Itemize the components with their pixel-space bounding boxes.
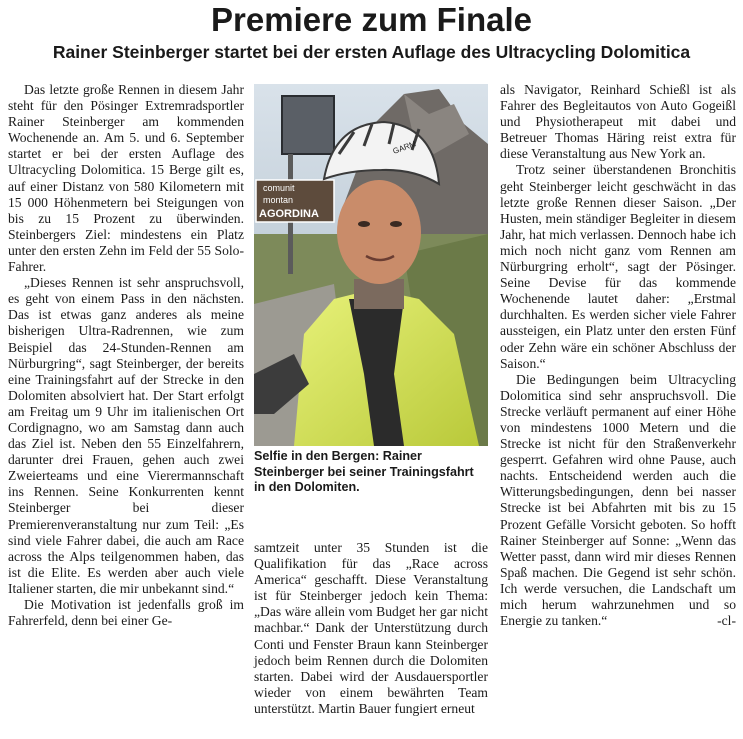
place-sign-text-3: AGORDINA <box>259 208 319 220</box>
column1-paragraph: „Dieses Rennen ist sehr anspruchsvoll, es geht von einem Pass in den nächsten. Das ist etwas ganz anderes als meine bisherigen Ultra-Radrennen, wie zum Beispiel das 24-Stunden-Rennen am Nürburgring“, sagt Steinberger, der bereits eine Trainingsfahrt auf der Strecke in den Dolomiten absolviert hat. Der Start erfolgt am Freitag um 9 Uhr im italienischen Ort Cordignagno, wo am Samstag dann auch das Ziel ist. Neben den 55 Einzelfahrern, darunter drei Frauen, gehen auch zwei Zweierteams und eine Vierermannschaft ins Rennen. Seine Konkurrenten kennt Steinberger bei dieser Premierenveranstaltung nur zum Teil: „Es sind viele Fahrer dabei, die auch am Race across the Alps teilgenommen haben, das ist die Elite. Es werden aber auch viele Italiener starten, die mir unbekannt sind.“ <box>8 275 244 596</box>
column3-paragraph: Trotz seiner überstandenen Bronchitis geht Steinberger leicht geschwächt in das letzte große Rennen dieser Saison. „Der Husten, mein ständiger Begleiter in diesem Jahr, hat mich verlassen. Dennoch habe ich mich noch nicht ganz vom Rennen am Nürburgring erholt“, sagt der Pösinger. Seine Devise für das kommende Wochenende lautet daher: „Erstmal durchhalten. Es werden sicher viele Fahrer aussteigen, ein Platz unter den ersten Fünf oder Zehn wäre ein schöner Abschluss der Saison.“ <box>500 162 736 371</box>
column1-paragraph: Das letzte große Rennen in diesem Jahr steht für den Pösinger Extremradsportler Rainer Steinberger am kommenden Wochenende an. Am 5. und 6. September startet er bei der ersten Auflage des Ultracycling Dolomitica. 15 Berge gilt es, auf einer Distanz von 580 Kilometern mit 15 000 Höhenmetern bei Steigungen von bis zu 15 Prozent zu überwinden. Steinbergers Ziel: mindestens ein Platz unter den ersten Zehn im Feld der 55 Solo-Fahrer. <box>8 82 244 275</box>
article-column-2 <box>254 540 488 717</box>
helmet-brand-text: GARM <box>391 139 418 156</box>
column3-paragraph-text: Die Bedingungen beim Ultracycling Dolomitica sind sehr anspruchsvoll. Die Strecke verläuft permanent auf einer Höhe von mindestens 1000 Metern und die Strecke ist nicht für den Straßenverkehr gesperrt. Gefahren wird ohne Pause, auch nachts. Entscheidend werden auch die Witterungsbedingungen, denn bei nasser Strecke ist bei Abfahrten mit bis zu 15 Prozent Gefälle Vorsicht geboten. So hofft Rainer Steinberger auf Sonne: „Wenn das Wetter passt, dann wird mir dieses Rennen Spaß machen. Die Gegend ist sehr schön. Ich werde versuchen, die Landschaft um mich herum wahrzunehmen und so Energie zu tanken.“ <box>500 371 736 629</box>
article-column-1 <box>8 82 244 629</box>
article-photo <box>254 84 488 446</box>
place-sign-text-2: montan <box>263 195 294 205</box>
article-column-3 <box>500 82 736 629</box>
cyclist-face <box>337 180 421 284</box>
author-signature: -cl- <box>717 613 736 629</box>
place-sign-text-1: comunit <box>263 183 295 193</box>
subheadline: Rainer Steinberger startet bei der ersten Auflage des Ultracycling Dolomitica <box>52 42 691 62</box>
headline: Premiere zum Finale <box>211 1 532 38</box>
column3-paragraph: als Navigator, Reinhard Schießl ist als Fahrer des Begleitautos von Auto Gogeißl und Physiotherapeut mit dabei und Betreuer Thomas Häring reist extra für diese Veranstaltung aus New York an. <box>500 82 736 162</box>
column3-paragraph <box>500 372 736 630</box>
column1-paragraph: Die Motivation ist jedenfalls groß im Fahrerfeld, denn bei einer Ge- <box>8 597 244 629</box>
road-sign-upper <box>282 96 334 154</box>
photo-caption: Selfie in den Bergen: Rainer Steinberger bei seiner Trainingsfahrt in den Dolomiten. <box>254 449 474 494</box>
column2-paragraph: samtzeit unter 35 Stunden ist die Qualifikation für das „Race across America“ geschafft. Diese Veranstaltung ist für Steinberger jedoch kein Thema: „Das wäre allein vom Budget her gar nicht machbar.“ Dank der Unterstützung durch Conti und Fenster Braun kann Steinberger jedoch beim Rennen durch die Dolomiten starten. Dabei wird der Ausdauersportler wieder von einem bewährten Team unterstützt. Martin Bauer fungiert erneut <box>254 540 488 716</box>
